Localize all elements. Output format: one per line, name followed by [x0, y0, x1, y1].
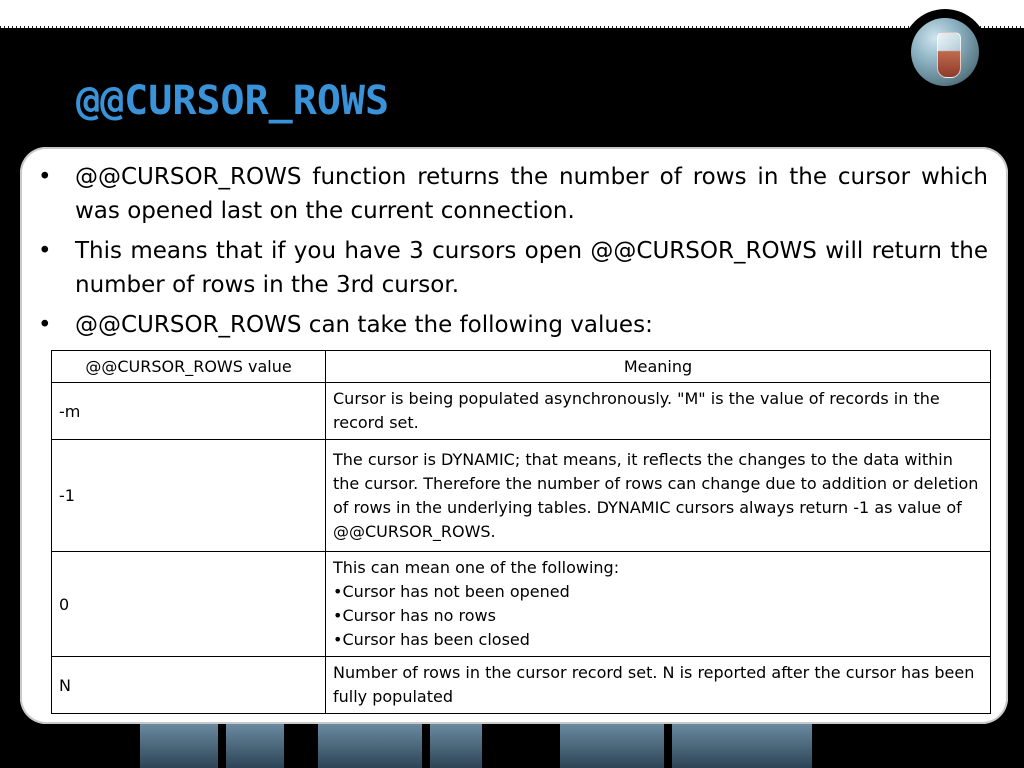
cell-value: 0 [52, 552, 326, 657]
logo-test-tube [937, 32, 961, 78]
decor-tile [140, 724, 218, 768]
header-meaning: Meaning [326, 351, 991, 383]
decor-tile [672, 724, 812, 768]
header-value: @@CURSOR_ROWS value [52, 351, 326, 383]
cell-meaning [326, 383, 991, 440]
cell-meaning [326, 552, 991, 657]
cell-meaning [326, 440, 991, 552]
bullet-dot-icon: • [38, 164, 52, 190]
meaning-line: This can mean one of the following: [333, 558, 620, 577]
decor-tile [226, 724, 284, 768]
cursor-rows-values-table [51, 350, 991, 714]
bullet-text: @@CURSOR_ROWS function returns the number of rows in the cursor which was opened last on the current connection. [75, 164, 988, 224]
bullet-text: This means that if you have 3 cursors open @@CURSOR_ROWS will return the number of rows in the 3rd cursor. [75, 238, 988, 298]
table-row [52, 383, 991, 440]
table-row [52, 657, 991, 714]
bullet-text: @@CURSOR_ROWS can take the following values: [75, 312, 653, 338]
table-row [52, 440, 991, 552]
decor-tile [318, 724, 422, 768]
bullet-item [38, 234, 988, 302]
bullet-dot-icon: • [38, 238, 52, 264]
meaning-line: The cursor is DYNAMIC; that means, it reflects the changes to the data within the cursor. Therefore the number of rows can change due to addition or deletion of rows in the underlying tables. DYNAMIC cursors always return -1 as value of @@CURSOR_ROWS. [333, 449, 979, 541]
slide-title: @@CURSOR_ROWS [76, 78, 390, 124]
table-row [52, 552, 991, 657]
meaning-line: Cursor is being populated asynchronously. "M" is the value of records in the record set. [333, 389, 940, 432]
table-header-row [52, 351, 991, 383]
bullet-item [38, 160, 988, 228]
ruler-strip [0, 0, 1024, 47]
cell-meaning [326, 657, 991, 714]
decor-tile [430, 724, 482, 768]
logo-photo [911, 18, 979, 86]
meaning-line: •Cursor has been closed [333, 630, 530, 649]
test-tube-logo-icon [905, 12, 985, 92]
cell-value: N [52, 657, 326, 714]
decor-tile [560, 724, 664, 768]
meaning-line: •Cursor has not been opened [333, 582, 570, 601]
meaning-line: Number of rows in the cursor record set. N is reported after the cursor has been fully populated [333, 663, 975, 706]
cell-value: -m [52, 383, 326, 440]
bullet-list [38, 160, 988, 348]
cell-value: -1 [52, 440, 326, 552]
bullet-dot-icon: • [38, 312, 52, 338]
bullet-item [38, 308, 988, 342]
meaning-line: •Cursor has no rows [333, 606, 496, 625]
